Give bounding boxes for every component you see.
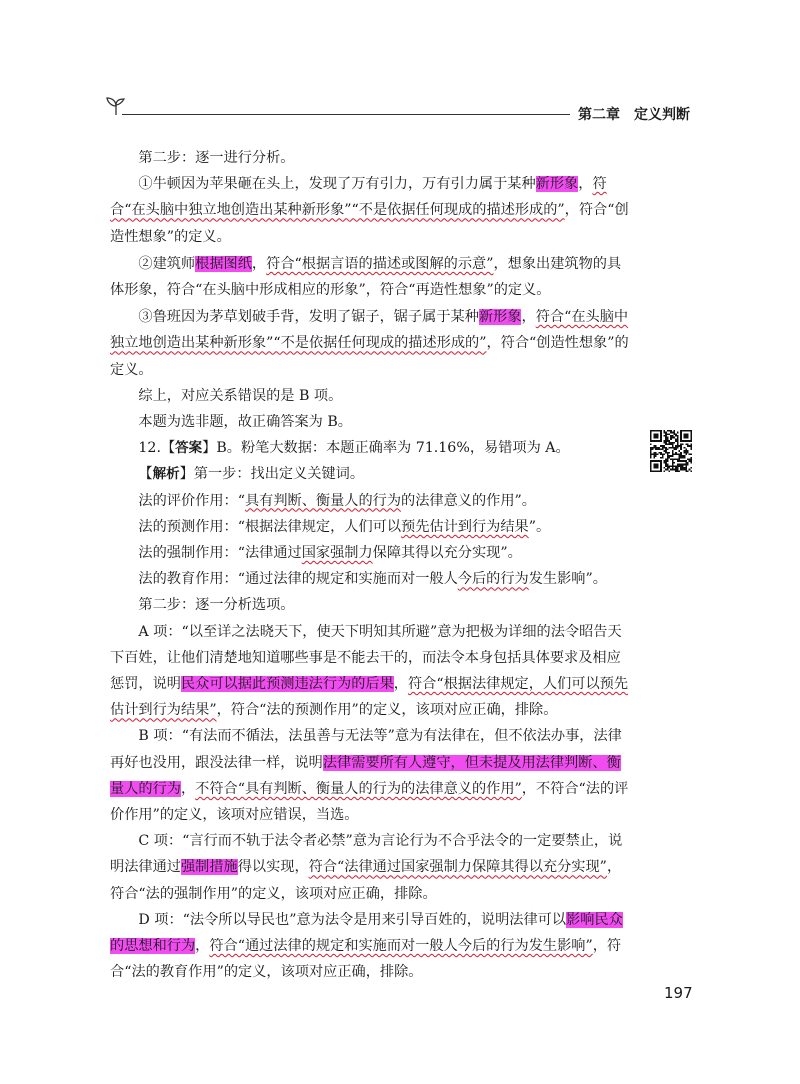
paragraph: [110, 435, 634, 461]
highlighted-phrase: 影响民众的思想和行为: [110, 911, 623, 955]
paragraph: [110, 566, 634, 592]
paragraph: [110, 304, 634, 383]
text-run: B 项：“有法而不循法，法虽善与无法等”意为有法律在，但不依法办事，法律再好也没用，跟没法律一样，说明: [110, 728, 622, 771]
text-run: 发生影响”。: [528, 571, 607, 588]
text-run: 】B。粉笔大数据：本题正确率为 71.16%，易错项为 A。: [202, 440, 570, 457]
paragraph: [110, 488, 634, 514]
underlined-phrase: 国家强制力: [301, 545, 373, 562]
qr-code-icon[interactable]: [650, 430, 692, 472]
bold-tag: 解析: [152, 466, 180, 483]
sprout-icon: [104, 96, 128, 116]
text-run: ，: [251, 255, 267, 272]
underlined-phrase: 符合“根据法律规定，人们可以预先估计到行为结果”: [110, 676, 629, 719]
underlined-phrase: 符合“在头脑中独立地创造出某种新形象”“不是依据任何现成的描述形成的”: [110, 176, 607, 219]
text-run: 综上，对应关系错误的是 B 项。: [138, 387, 343, 404]
text-run: 法的教育作用：“通过法律的规定和实施而对一般人: [138, 571, 458, 588]
text-run: ，符合“法的强制作用”的定义，该项对应正确，排除。: [110, 859, 622, 902]
chapter-label: 第二章: [578, 107, 620, 123]
text-run: 本题为选非题，故正确答案为 B。: [138, 414, 352, 431]
underlined-phrase: 符合“通过法律的规定和实施而对一般人今后的行为发生影响”: [209, 938, 593, 955]
paragraph: [110, 619, 634, 724]
text-run: 的法律意义的作用”。: [401, 492, 536, 509]
text-run: 法的强制作用：“法律通过: [138, 545, 302, 562]
text-run: D 项：“法令所以导民也”意为法令是用来引导百姓的，说明法律可以: [138, 911, 567, 928]
underlined-phrase: 不符合“具有判断、衡量人的行为的法律意义的作用”: [195, 780, 522, 797]
paragraph: [110, 592, 634, 618]
underlined-phrase: 符合“根据言语的描述或图解的示意”: [266, 255, 494, 272]
text-run: ，: [578, 176, 593, 193]
section-label: 定义判断: [634, 107, 690, 123]
text-run: 【: [138, 466, 153, 483]
paragraph: [110, 540, 634, 566]
text-run: ，: [393, 676, 408, 693]
text-run: 12.【: [138, 440, 176, 457]
text-run: ”。: [528, 518, 551, 535]
page-body: [110, 145, 634, 986]
paragraph: [110, 409, 634, 435]
text-run: 法的评价作用：“: [138, 492, 245, 509]
text-run: ，符合“创造性想象”的定义。: [110, 202, 629, 245]
paragraph: [110, 461, 634, 487]
running-header: [578, 104, 690, 124]
text-run: 保障其得以充分实现”。: [372, 545, 522, 562]
underlined-phrase: 符合“在头脑中独立地创造出某种新形象”“不是依据任何现成的描述形成的”: [110, 309, 629, 352]
text-run: 第二步：逐一进行分析。: [138, 150, 295, 166]
paragraph: [110, 907, 634, 986]
text-run: ，不符合“法的评价作用”的定义，该项对应错误，当选。: [110, 780, 629, 824]
highlighted-phrase: 新形象: [535, 176, 579, 193]
text-run: ②建筑师: [138, 255, 196, 272]
underlined-phrase: 具有判断、衡量人的行为: [244, 492, 402, 509]
text-run: ，: [180, 780, 196, 797]
text-run: 法的预测作用：“根据法律规定，人们可以: [138, 518, 402, 535]
paragraph: [110, 251, 634, 303]
text-run: ，: [195, 938, 210, 955]
text-run: 第二步：逐一分析选项。: [138, 597, 295, 614]
text-run: 得以实现，: [237, 859, 309, 876]
text-run: ，想象出建筑物的具体形象，符合“在头脑中形成相应的形象”，符合“再造性想象”的定义。: [110, 255, 622, 299]
paragraph: [110, 383, 634, 409]
paragraph: [110, 514, 634, 540]
text-run: C 项：“言行而不轨于法令者必禁”意为言论行为不合乎法令的一定要禁止，说明法律通过: [110, 833, 623, 876]
text-run: ①牛顿因为苹果砸在头上，发现了万有引力，万有引力属于某种: [138, 176, 536, 193]
text-run: ③鲁班因为茅草划破手背，发明了锯子，锯子属于某种: [138, 309, 479, 326]
paragraph: [110, 723, 634, 828]
header-rule: [122, 114, 570, 115]
underlined-phrase: 预先估计到行为结果: [401, 518, 529, 535]
page-number: 197: [664, 984, 693, 1002]
text-run: ，符合“法的预测作用”的定义，该项对应正确，排除。: [216, 702, 558, 719]
highlighted-phrase: 新形象: [478, 309, 522, 326]
text-run: ，: [521, 309, 536, 326]
highlighted-phrase: 强制措施: [180, 859, 238, 876]
text-run: A 项：“以至详之法晓天下，使天下明知其所避”意为把极为详细的法令昭告天下百姓，让他们清楚地知道哪些事是不能去干的，而法令本身包括具体要求及相应惩罚，说明: [110, 623, 622, 693]
paragraph: [110, 171, 634, 250]
underlined-phrase: 今后的行为: [457, 571, 529, 588]
highlighted-phrase: 民众可以据此预测违法行为的后果: [180, 676, 394, 693]
text-run: 】第一步：找出定义关键词。: [179, 466, 365, 483]
bold-tag: 答案: [175, 440, 203, 457]
paragraph: [110, 828, 634, 907]
text-run: ，符合“创造性想象”的定义。: [110, 335, 629, 378]
underlined-phrase: 符合“法律通过国家强制力保障其得以充分实现”: [308, 859, 607, 876]
paragraph: [110, 145, 634, 171]
highlighted-phrase: 根据图纸: [195, 255, 252, 272]
text-run: ，符合“法的教育作用”的定义，该项对应正确，排除。: [110, 938, 622, 981]
highlighted-phrase: 法律需要所有人遵守，但未提及用法律判断、衡量人的行为: [110, 754, 621, 797]
